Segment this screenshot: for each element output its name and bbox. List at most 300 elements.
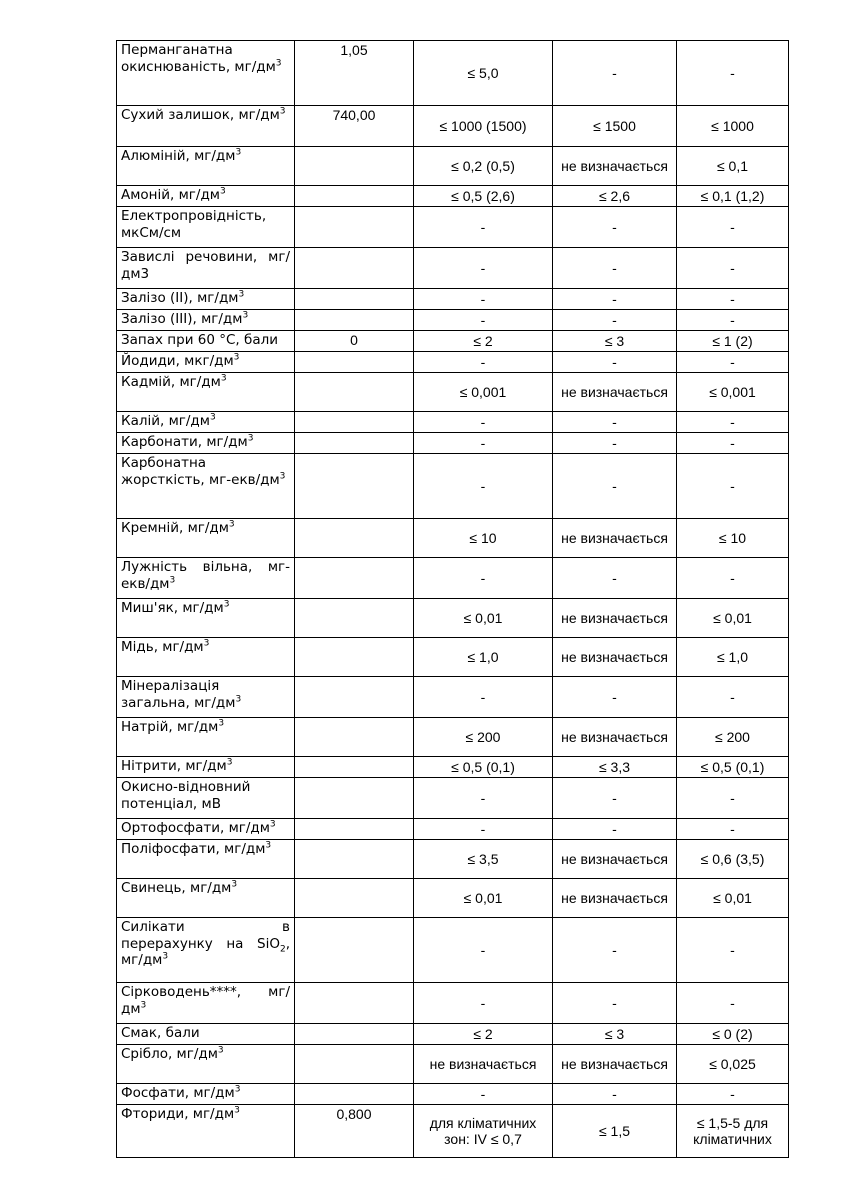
limit-value: ≤ 0 (2): [712, 1025, 753, 1042]
limit-cell-1: [414, 412, 553, 433]
limit-value: -: [480, 218, 486, 235]
limit-cell-1: [414, 1045, 553, 1084]
parameter-name-cell: [117, 352, 295, 373]
limit-value: -: [612, 688, 617, 705]
measured-value-cell: [295, 757, 414, 778]
parameter-name-text: Перманганатна окиснюваність, мг/дм: [121, 42, 276, 75]
table-row: [117, 207, 789, 248]
limit-value: ≤ 0,001: [709, 383, 756, 400]
limit-value: не визначається: [561, 1055, 668, 1072]
limit-value: ≤ 0,5 (2,6): [451, 187, 515, 204]
table-row: [117, 41, 789, 106]
limit-cell-2: [553, 412, 677, 433]
parameter-name-cell: [117, 1105, 295, 1158]
limit-value: -: [730, 789, 735, 806]
table-row: [117, 186, 789, 207]
table-row: [117, 289, 789, 310]
limit-cell-2: [553, 106, 677, 147]
table-row: [117, 638, 789, 677]
limit-cell-3: [677, 1084, 789, 1105]
table-row: [117, 1045, 789, 1084]
limit-cell-3: [677, 186, 789, 207]
limit-value: ≤ 200: [465, 728, 501, 745]
parameter-name-text: , мг/дм: [121, 935, 290, 968]
limit-cell-3: [677, 840, 789, 879]
limit-value: не визначається: [561, 383, 668, 400]
measured-value-cell: [295, 41, 414, 106]
limit-value: ≤ 3,5: [467, 850, 499, 867]
parameter-name-cell: [117, 983, 295, 1024]
limit-value: -: [612, 820, 617, 837]
limit-cell-1: [414, 558, 553, 599]
limit-cell-3: [677, 918, 789, 983]
unit-exponent: 3: [203, 638, 210, 649]
limit-cell-2: [553, 373, 677, 412]
measured-value-cell: [295, 677, 414, 718]
limit-value: -: [730, 259, 735, 276]
limit-value: не визначається: [561, 648, 668, 665]
unit-exponent: 3: [220, 373, 227, 384]
parameter-name-text: Фосфати, мг/дм: [121, 1085, 235, 1101]
table-row: [117, 352, 789, 373]
measured-value-cell: [295, 454, 414, 519]
measured-value-cell: [295, 983, 414, 1024]
measured-value-cell: [295, 718, 414, 757]
unit-exponent: 3: [275, 58, 282, 68]
parameter-name-cell: [117, 819, 295, 840]
limit-value: -: [480, 820, 486, 837]
measured-value: 0,800: [336, 1106, 372, 1122]
unit-exponent: 3: [234, 1105, 240, 1116]
limit-value: -: [730, 413, 735, 430]
limit-value: не визначається: [561, 728, 668, 745]
unit-exponent: 3: [162, 951, 169, 962]
limit-value: -: [730, 569, 735, 586]
table-row: [117, 819, 789, 840]
limit-value: -: [480, 413, 486, 430]
table-row: [117, 248, 789, 289]
limit-value: -: [480, 477, 486, 494]
limit-value: -: [730, 218, 735, 235]
measured-value-cell: [295, 248, 414, 289]
limit-cell-3: [677, 412, 789, 433]
limit-cell-2: [553, 983, 677, 1024]
limit-cell-3: [677, 757, 789, 778]
limit-value: -: [612, 994, 617, 1011]
parameter-name-text: Миш'як, мг/дм: [121, 600, 224, 616]
limit-cell-3: [677, 879, 789, 918]
limit-cell-3: [677, 310, 789, 331]
table-row: [117, 718, 789, 757]
unit-exponent: 2: [279, 944, 286, 955]
limit-value: ≤ 0,001: [459, 383, 507, 400]
table-row: [117, 918, 789, 983]
limit-value: -: [730, 311, 735, 328]
limit-cell-3: [677, 718, 789, 757]
limit-cell-2: [553, 1084, 677, 1105]
limit-cell-1: [414, 433, 553, 454]
parameter-name-text: Свинець, мг/дм: [121, 880, 232, 896]
unit-exponent: 3: [218, 718, 225, 729]
limit-cell-3: [677, 331, 789, 352]
limit-cell-3: [677, 778, 789, 819]
limit-value: -: [730, 994, 735, 1011]
parameter-name-cell: [117, 454, 295, 519]
limit-value: ≤ 1,0: [467, 648, 499, 665]
measured-value-cell: [295, 558, 414, 599]
limit-cell-1: [414, 310, 553, 331]
limit-cell-2: [553, 519, 677, 558]
limit-value: ≤ 10: [469, 529, 497, 546]
table-row: [117, 373, 789, 412]
unit-exponent: 3: [209, 412, 216, 423]
limit-cell-3: [677, 41, 789, 106]
limit-value: ≤ 0,1 (1,2): [700, 187, 765, 204]
unit-exponent: 3: [234, 1084, 241, 1095]
limit-value: ≤ 0,6 (3,5): [700, 850, 765, 867]
parameter-name-cell: [117, 433, 295, 454]
limit-value: -: [730, 434, 735, 451]
limit-cell-2: [553, 819, 677, 840]
limit-cell-1: [414, 599, 553, 638]
limit-value: -: [480, 688, 486, 705]
limit-value: ≤ 2,6: [598, 187, 631, 204]
limit-cell-3: [677, 147, 789, 186]
limit-cell-3: [677, 433, 789, 454]
limit-cell-1: [414, 248, 553, 289]
parameter-name-cell: [117, 1024, 295, 1045]
limit-cell-3: [677, 454, 789, 519]
unit-exponent: 3: [235, 147, 242, 158]
limit-value: -: [612, 1085, 617, 1102]
limit-cell-1: [414, 757, 553, 778]
limit-cell-1: [414, 879, 553, 918]
limit-cell-1: [414, 677, 553, 718]
limit-value: ≤ 0,1: [716, 157, 749, 174]
limit-value: -: [730, 290, 735, 307]
limit-value: не визначається: [429, 1055, 537, 1072]
measured-value-cell: [295, 147, 414, 186]
limit-value: -: [480, 569, 486, 586]
parameter-name-text: Йодиди, мкг/дм: [121, 353, 234, 369]
parameter-name-cell: [117, 840, 295, 879]
parameter-name-text: Залізо (II), мг/дм: [121, 290, 239, 306]
limit-cell-1: [414, 983, 553, 1024]
limit-cell-1: [414, 352, 553, 373]
parameter-name-cell: [117, 41, 295, 106]
measured-value-cell: [295, 412, 414, 433]
measured-value-cell: [295, 819, 414, 840]
table-row: [117, 1105, 789, 1158]
table-row: [117, 519, 789, 558]
parameter-name-cell: [117, 248, 295, 289]
parameter-name-text: Сірководень****, мг/дм: [121, 984, 290, 1017]
limit-cell-1: [414, 147, 553, 186]
parameter-name-text: Лужність вільна, мг-екв/дм: [121, 559, 290, 592]
parameter-name-cell: [117, 778, 295, 819]
measured-value-cell: [295, 207, 414, 248]
parameter-name-text: Нітрити, мг/дм: [121, 758, 227, 774]
parameter-name-cell: [117, 677, 295, 718]
limit-cell-2: [553, 147, 677, 186]
limit-cell-3: [677, 106, 789, 147]
unit-exponent: 3: [279, 471, 286, 481]
limit-cell-3: [677, 599, 789, 638]
limit-cell-1: [414, 41, 553, 106]
unit-exponent: 3: [228, 519, 235, 530]
parameter-name-text: Мідь, мг/дм: [121, 639, 204, 655]
unit-exponent: 3: [233, 352, 240, 363]
parameter-name-text: Алюміній, мг/дм: [121, 148, 236, 164]
limit-value: -: [480, 789, 486, 806]
parameter-name-text: Кремній, мг/дм: [121, 520, 229, 536]
limit-cell-1: [414, 106, 553, 147]
measured-value-cell: [295, 879, 414, 918]
parameter-name-text: Калій, мг/дм: [121, 413, 210, 429]
limit-cell-2: [553, 677, 677, 718]
limit-value: ≤ 1,5: [598, 1122, 631, 1139]
parameter-name-text: Завислі речовини, мг/дм3: [121, 249, 290, 282]
table-row: [117, 106, 789, 147]
limit-value: -: [612, 218, 617, 235]
limit-value: ≤ 1,5-5 для кліматичних: [693, 1114, 772, 1147]
unit-exponent: 3: [279, 106, 286, 117]
limit-cell-1: [414, 718, 553, 757]
limit-value: ≤ 1000 (1500): [439, 117, 527, 134]
limit-cell-2: [553, 840, 677, 879]
parameter-name-text: Окисно-відновний потенціал, мВ: [121, 779, 251, 812]
limit-value: ≤ 0,01: [463, 889, 503, 906]
limit-value: -: [480, 434, 486, 451]
limit-value: -: [480, 941, 486, 958]
limit-cell-2: [553, 1105, 677, 1158]
parameter-name-cell: [117, 373, 295, 412]
limit-cell-2: [553, 433, 677, 454]
limit-cell-1: [414, 519, 553, 558]
parameter-name-text: Амоній, мг/дм: [121, 187, 220, 203]
limit-value: не визначається: [561, 529, 668, 546]
limit-value: ≤ 5,0: [467, 64, 499, 81]
limit-value: для кліматичних зон: IV ≤ 0,7: [429, 1114, 537, 1147]
limit-cell-2: [553, 757, 677, 778]
limit-value: ≤ 2: [473, 332, 493, 349]
parameter-name-cell: [117, 1045, 295, 1084]
limit-cell-2: [553, 778, 677, 819]
parameter-name-text: Ортофосфати, мг/дм: [121, 820, 270, 836]
limit-value: -: [612, 434, 617, 451]
unit-exponent: 3: [269, 819, 276, 830]
limit-value: -: [730, 688, 735, 705]
parameter-name-text: Натрій, мг/дм: [121, 719, 219, 735]
unit-exponent: 3: [265, 840, 272, 851]
measured-value-cell: [295, 352, 414, 373]
limit-value: -: [612, 259, 617, 276]
parameter-name-cell: [117, 918, 295, 983]
limit-value: ≤ 1,0: [716, 648, 749, 665]
limit-cell-2: [553, 1024, 677, 1045]
limit-value: ≤ 0,025: [709, 1055, 756, 1072]
table-row: [117, 147, 789, 186]
table-body: [117, 41, 789, 1158]
parameter-name-text: Залізо (III), мг/дм: [121, 311, 243, 327]
limit-value: не визначається: [561, 609, 668, 626]
limit-value: ≤ 200: [715, 728, 750, 745]
limit-value: -: [730, 353, 735, 370]
measured-value-cell: [295, 840, 414, 879]
limit-cell-3: [677, 207, 789, 248]
measured-value-cell: [295, 1084, 414, 1105]
measured-value-cell: [295, 331, 414, 352]
limit-value: не визначається: [561, 889, 668, 906]
parameter-name-text: Кадмій, мг/дм: [121, 374, 221, 390]
parameter-name-text: Запах при 60 °С, бали: [121, 332, 278, 348]
limit-value: -: [730, 477, 735, 494]
table-row: [117, 677, 789, 718]
limit-cell-2: [553, 879, 677, 918]
measured-value-cell: [295, 1105, 414, 1158]
limit-value: ≤ 10: [718, 529, 747, 546]
limit-cell-2: [553, 310, 677, 331]
limit-value: ≤ 0,01: [713, 609, 752, 626]
limit-value: ≤ 0,2 (0,5): [451, 157, 515, 174]
unit-exponent: 3: [238, 289, 245, 300]
parameter-name-cell: [117, 147, 295, 186]
parameter-name-text: Електропровідність, мкСм/см: [121, 208, 267, 241]
limit-cell-2: [553, 918, 677, 983]
limit-cell-2: [553, 289, 677, 310]
limit-cell-2: [553, 718, 677, 757]
table-row: [117, 1084, 789, 1105]
parameter-name-cell: [117, 106, 295, 147]
measured-value-cell: [295, 519, 414, 558]
parameter-name-cell: [117, 207, 295, 248]
limit-value: ≤ 0,01: [713, 889, 752, 906]
limit-value: ≤ 1 (2): [712, 332, 753, 349]
limit-cell-3: [677, 248, 789, 289]
measured-value-cell: [295, 778, 414, 819]
limit-cell-3: [677, 289, 789, 310]
measured-value-cell: [295, 433, 414, 454]
limit-cell-1: [414, 186, 553, 207]
limit-cell-3: [677, 638, 789, 677]
unit-exponent: 3: [219, 186, 226, 197]
limit-value: ≤ 1000: [711, 117, 754, 134]
limit-value: ≤ 3: [604, 1025, 625, 1042]
parameter-name-cell: [117, 638, 295, 677]
measured-value-cell: [295, 1024, 414, 1045]
limit-cell-3: [677, 519, 789, 558]
limit-value: -: [480, 1085, 486, 1102]
limit-cell-1: [414, 1105, 553, 1158]
unit-exponent: 3: [223, 599, 230, 610]
measured-value-cell: [295, 106, 414, 147]
table-row: [117, 412, 789, 433]
table-row: [117, 433, 789, 454]
limit-value: ≤ 0,01: [463, 609, 503, 626]
limit-cell-1: [414, 918, 553, 983]
parameter-name-cell: [117, 412, 295, 433]
limit-value: -: [480, 994, 486, 1011]
limit-value: -: [480, 259, 486, 276]
limit-cell-2: [553, 1045, 677, 1084]
limit-value: ≤ 0,5 (0,1): [451, 758, 515, 775]
parameter-name-cell: [117, 879, 295, 918]
limit-value: -: [612, 413, 617, 430]
parameter-name-text: Поліфосфати, мг/дм: [121, 841, 266, 857]
parameter-name-cell: [117, 558, 295, 599]
limit-cell-2: [553, 638, 677, 677]
limit-value: -: [612, 290, 617, 307]
table-row: [117, 983, 789, 1024]
limit-cell-3: [677, 819, 789, 840]
limit-cell-3: [677, 1024, 789, 1045]
limit-cell-2: [553, 454, 677, 519]
table-row: [117, 310, 789, 331]
measured-value: 0: [350, 332, 358, 348]
unit-exponent: 3: [140, 1000, 147, 1010]
limit-cell-3: [677, 558, 789, 599]
limit-cell-2: [553, 186, 677, 207]
parameter-name-text: Сухий залишок, мг/дм: [121, 107, 280, 123]
parameter-name-text: Срібло, мг/дм: [121, 1046, 218, 1062]
limit-cell-1: [414, 638, 553, 677]
limit-cell-1: [414, 289, 553, 310]
parameter-name-cell: [117, 310, 295, 331]
limit-value: -: [480, 353, 486, 370]
limit-cell-3: [677, 1105, 789, 1158]
parameter-name-text: Смак, бали: [121, 1025, 200, 1041]
table-row: [117, 331, 789, 352]
limit-cell-3: [677, 1045, 789, 1084]
limit-cell-2: [553, 248, 677, 289]
limit-value: ≤ 1500: [593, 117, 636, 134]
limit-value: -: [612, 477, 617, 494]
parameter-name-cell: [117, 1084, 295, 1105]
unit-exponent: 3: [235, 694, 242, 704]
limit-cell-2: [553, 558, 677, 599]
measured-value: 740,00: [332, 107, 376, 123]
limit-value: -: [730, 941, 735, 958]
unit-exponent: 3: [242, 310, 249, 321]
limit-cell-1: [414, 331, 553, 352]
limit-value: -: [480, 290, 486, 307]
parameter-name-text: Карбонатна жорсткість, мг-екв/дм: [121, 455, 280, 488]
parameter-name-cell: [117, 289, 295, 310]
limit-cell-2: [553, 207, 677, 248]
table-row: [117, 558, 789, 599]
parameter-name-text: Фториди, мг/дм: [121, 1106, 235, 1122]
limit-value: ≤ 3: [604, 332, 625, 349]
parameter-name-cell: [117, 718, 295, 757]
limit-cell-3: [677, 352, 789, 373]
parameter-name-cell: [117, 599, 295, 638]
limit-cell-1: [414, 840, 553, 879]
limit-cell-2: [553, 41, 677, 106]
limit-value: -: [730, 64, 735, 81]
table-row: [117, 454, 789, 519]
limit-value: -: [612, 353, 617, 370]
limit-cell-1: [414, 454, 553, 519]
limit-value: -: [612, 789, 617, 806]
measured-value-cell: [295, 599, 414, 638]
limit-value: -: [612, 941, 617, 958]
limit-cell-1: [414, 373, 553, 412]
limit-value: -: [612, 569, 617, 586]
limit-value: -: [612, 64, 617, 81]
measured-value-cell: [295, 186, 414, 207]
unit-exponent: 3: [226, 757, 233, 768]
table-row: [117, 757, 789, 778]
